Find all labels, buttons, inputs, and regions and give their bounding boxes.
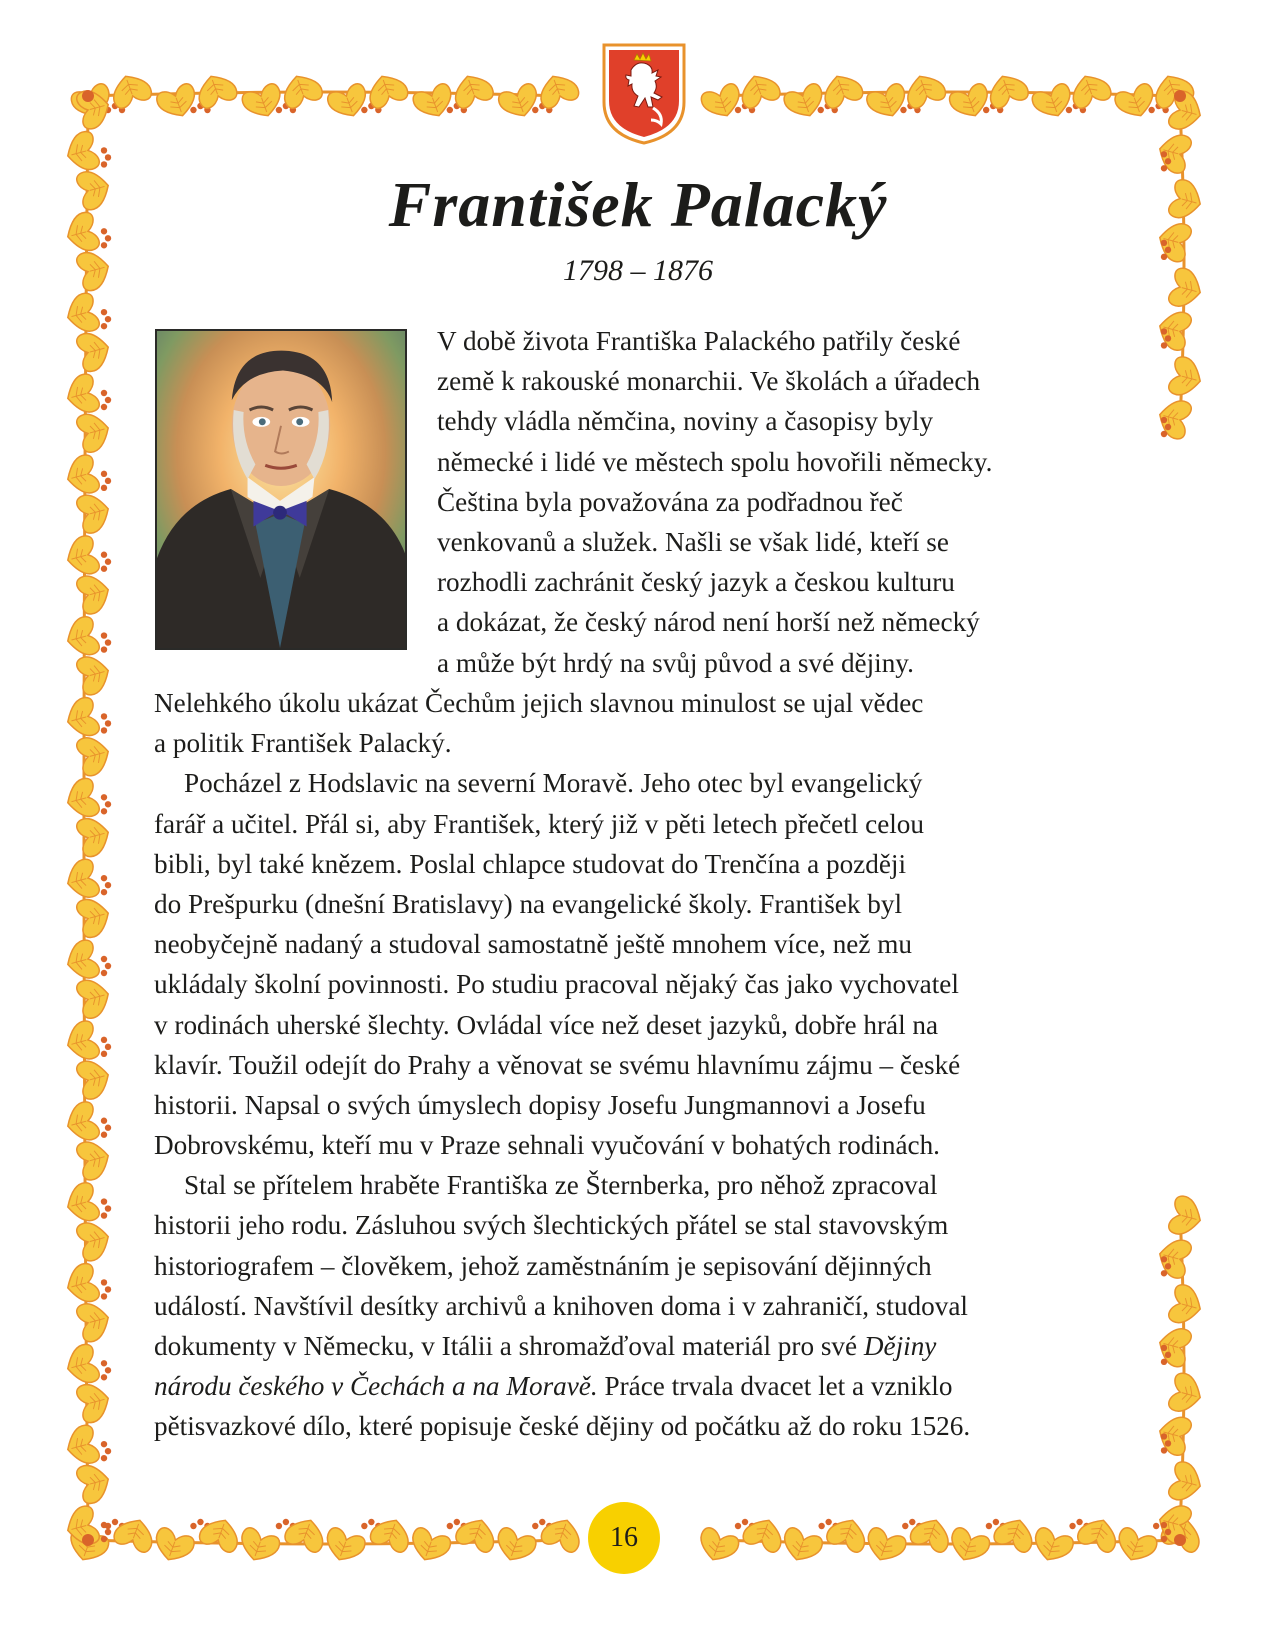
- text-line: země k rakouské monarchii. Ve školách a úřadech: [437, 366, 981, 397]
- life-dates: 1798 – 1876: [563, 254, 713, 287]
- text-line: Stal se přítelem hraběte Františka ze Šternberka, pro něhož zpracoval: [184, 1170, 938, 1201]
- text-line: historii. Napsal o svých úmyslech dopisy Josefu Jungmannovi a Josefu: [154, 1089, 926, 1120]
- text-line: událostí. Navštívil desítky archivů a knihoven doma i v zahraničí, studoval: [154, 1290, 968, 1321]
- text-line: historiografem – člověkem, jehož zaměstnáním je sepisování dějinných: [154, 1250, 932, 1281]
- text-line: [154, 1366, 970, 1406]
- text-line: venkovanů a služek. Našli se však lidé, kteří se: [437, 526, 949, 557]
- text-line: neobyčejně nadaný a studoval samostatně ještě mnohem více, než mu: [154, 929, 912, 960]
- intro-paragraph: [437, 321, 992, 683]
- text-line: historii jeho rodu. Zásluhou svých šlechtických přátel se stal stavovským: [154, 1210, 949, 1241]
- text-run: Práce trvala dvacet let a vzniklo: [597, 1371, 953, 1402]
- text-line: Pocházel z Hodslavic na severní Moravě. Jeho otec byl evangelický: [184, 768, 923, 799]
- text-line: Nelehkého úkolu ukázat Čechům jejich slavnou minulost se ujal vědec: [154, 688, 924, 718]
- text-line: a politik František Palacký.: [154, 728, 452, 759]
- text-run: dokumenty v Německu, v Itálii a shromažďoval materiál pro své: [154, 1331, 864, 1361]
- text-line: a může být hrdý na svůj původ a své dějiny.: [437, 647, 914, 678]
- text-line: tehdy vládla němčina, noviny a časopisy byly: [437, 406, 934, 437]
- book-title-italic: národu českého v Čechách a na Moravě.: [154, 1371, 598, 1402]
- text-line: pětisvazkové dílo, které popisuje české dějiny od počátku až do roku 1526.: [154, 1411, 971, 1442]
- text-line: německé i lidé ve městech spolu hovořili německy.: [437, 446, 993, 477]
- text-line: farář a učitel. Přál si, aby František, který již v pěti letech přečetl celou: [154, 808, 924, 839]
- text-line: [154, 1326, 970, 1366]
- book-title-italic: Dějiny: [863, 1331, 937, 1361]
- text-line: a dokázat, že český národ není horší než německý: [437, 607, 980, 638]
- text-line: V době života Františka Palackého patřily české: [437, 326, 961, 356]
- text-line: bibli, byl také knězem. Poslal chlapce studovat do Trenčína a později: [154, 848, 907, 879]
- text-line: ukládaly školní povinnosti. Po studiu pracoval nějaký čas jako vychovatel: [154, 969, 959, 1000]
- page-title: František Palacký: [388, 169, 888, 240]
- text-line: klavír. Toužil odejít do Prahy a věnovat se svému hlavnímu zájmu – české: [154, 1049, 961, 1080]
- text-line: Dobrovskému, kteří mu v Praze sehnali vyučování v bohatých rodinách.: [154, 1130, 940, 1161]
- portrait-illustration: [155, 329, 407, 650]
- bohemian-lion-crest-icon: [601, 42, 687, 146]
- text-line: do Prešpurku (dnešní Bratislavy) na evangelické školy. František byl: [154, 888, 903, 919]
- body-text: [154, 683, 970, 1447]
- page-number: 16: [588, 1502, 660, 1574]
- text-line: rozhodli zachránit český jazyk a českou kulturu: [437, 567, 955, 598]
- text-line: v rodinách uherské šlechty. Ovládal více než deset jazyků, dobře hrál na: [154, 1009, 939, 1040]
- text-line: Čeština byla považována za podřadnou řeč: [437, 486, 903, 517]
